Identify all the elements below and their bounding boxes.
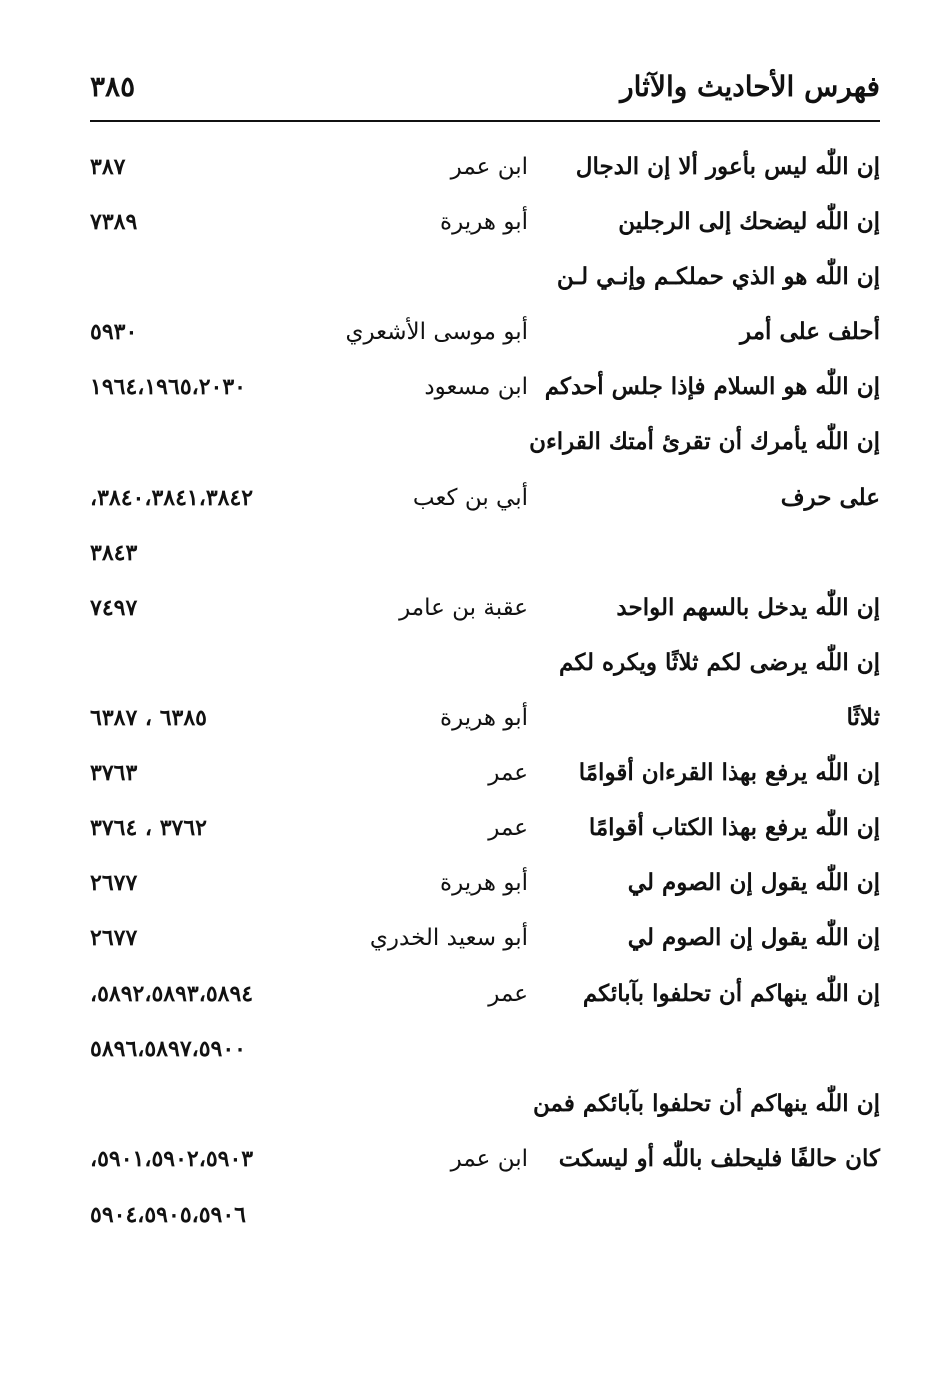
hadith-text: إن اللّٰه يقول إن الصوم لي	[627, 869, 880, 896]
hadith-text: إن اللّٰه يرفع بهذا القرءان أقوامًا	[578, 759, 880, 786]
hadith-numbers: ٣٧٦٢ ، ٣٧٦٤	[90, 815, 207, 841]
hadith-text: إن اللّٰه ينهاكم أن تحلفوا بآبائكم فمن	[533, 1090, 880, 1117]
narrator: عمر	[488, 760, 528, 786]
page-number: ٣٨٥	[90, 70, 136, 103]
hadith-numbers: ٥٨٩٦،٥٨٩٧،٥٩٠٠	[90, 1036, 246, 1062]
hadith-text: إن اللّٰه يرفع بهذا الكتاب أقوامًا	[588, 814, 880, 841]
narrator: أبو سعيد الخدري	[369, 925, 528, 951]
table-row	[90, 422, 880, 462]
hadith-text: إن اللّٰه ليضحك إلى الرجلين	[618, 208, 880, 235]
hadith-numbers: ٣٧٦٣	[90, 760, 138, 786]
hadith-numbers: ٢٦٧٧	[90, 925, 138, 951]
table-row	[90, 257, 880, 297]
table-row	[90, 808, 880, 848]
hadith-text: إن اللّٰه يرضى لكم ثلاثًا ويكره لكم	[559, 649, 880, 676]
hadith-numbers: ٦٣٨٥ ، ٦٣٨٧	[90, 705, 207, 731]
hadith-numbers: ٧٣٨٩	[90, 209, 138, 235]
hadith-text: كان حالفًا فليحلف باللّٰه أو ليسكت	[558, 1145, 880, 1172]
page-header	[90, 62, 880, 114]
hadith-numbers: ٥٨٩٢،٥٨٩٣،٥٨٩٤،	[90, 981, 254, 1007]
narrator: عمر	[488, 815, 528, 841]
hadith-numbers: ٧٤٩٧	[90, 595, 138, 621]
narrator: أبي بن كعب	[412, 485, 528, 511]
hadith-numbers: ٣٨٧	[90, 154, 126, 180]
hadith-text: إن اللّٰه يقول إن الصوم لي	[627, 924, 880, 951]
table-row	[90, 1029, 880, 1069]
table-row	[90, 974, 880, 1014]
hadith-text: إن اللّٰه يأمرك أن تقرئ أمتك القراءن	[529, 428, 880, 455]
hadith-numbers: ٥٩٣٠	[90, 319, 138, 345]
table-row	[90, 918, 880, 958]
table-row	[90, 643, 880, 683]
hadith-text: أحلف على أمر	[740, 318, 880, 345]
narrator: ابن عمر	[450, 1146, 528, 1172]
table-row	[90, 533, 880, 573]
hadith-text: على حرف	[780, 484, 880, 511]
hadith-text: إن اللّٰه ليس بأعور ألا إن الدجال	[575, 153, 880, 180]
table-row	[90, 478, 880, 518]
hadith-numbers: ٥٩٠٤،٥٩٠٥،٥٩٠٦	[90, 1202, 246, 1228]
table-row	[90, 202, 880, 242]
narrator: أبو موسى الأشعري	[345, 319, 528, 345]
table-row	[90, 698, 880, 738]
page-title: فهرس الأحاديث والآثار	[620, 70, 880, 103]
narrator: أبو هريرة	[440, 209, 528, 235]
hadith-numbers: ١٩٦٤،١٩٦٥،٢٠٣٠	[90, 374, 246, 400]
narrator: ابن عمر	[450, 154, 528, 180]
table-row	[90, 312, 880, 352]
hadith-text: إن اللّٰه يدخل بالسهم الواحد	[616, 594, 880, 621]
hadith-numbers: ٢٦٧٧	[90, 870, 138, 896]
narrator: أبو هريرة	[440, 870, 528, 896]
table-row	[90, 1139, 880, 1179]
hadith-text: إن اللّٰه هو الذي حملكـم وإنـي لـن	[556, 263, 880, 290]
table-row	[90, 753, 880, 793]
table-row	[90, 588, 880, 628]
hadith-text: إن اللّٰه هو السلام فإذا جلس أحدكم	[544, 373, 880, 400]
narrator: ابن مسعود	[424, 374, 528, 400]
hadith-numbers: ٣٨٤٠،٣٨٤١،٣٨٤٢،	[90, 485, 254, 511]
hadith-text: إن اللّٰه ينهاكم أن تحلفوا بآبائكم	[582, 980, 880, 1007]
table-row	[90, 367, 880, 407]
hadith-numbers: ٥٩٠١،٥٩٠٢،٥٩٠٣،	[90, 1146, 254, 1172]
narrator: عقبة بن عامر	[399, 595, 528, 621]
table-row	[90, 1195, 880, 1235]
narrator: أبو هريرة	[440, 705, 528, 731]
table-row	[90, 1084, 880, 1124]
hadith-text: ثلاثًا	[846, 704, 880, 731]
header-divider	[90, 120, 880, 122]
hadith-numbers: ٣٨٤٣	[90, 540, 138, 566]
narrator: عمر	[488, 981, 528, 1007]
table-row	[90, 147, 880, 187]
table-row	[90, 863, 880, 903]
